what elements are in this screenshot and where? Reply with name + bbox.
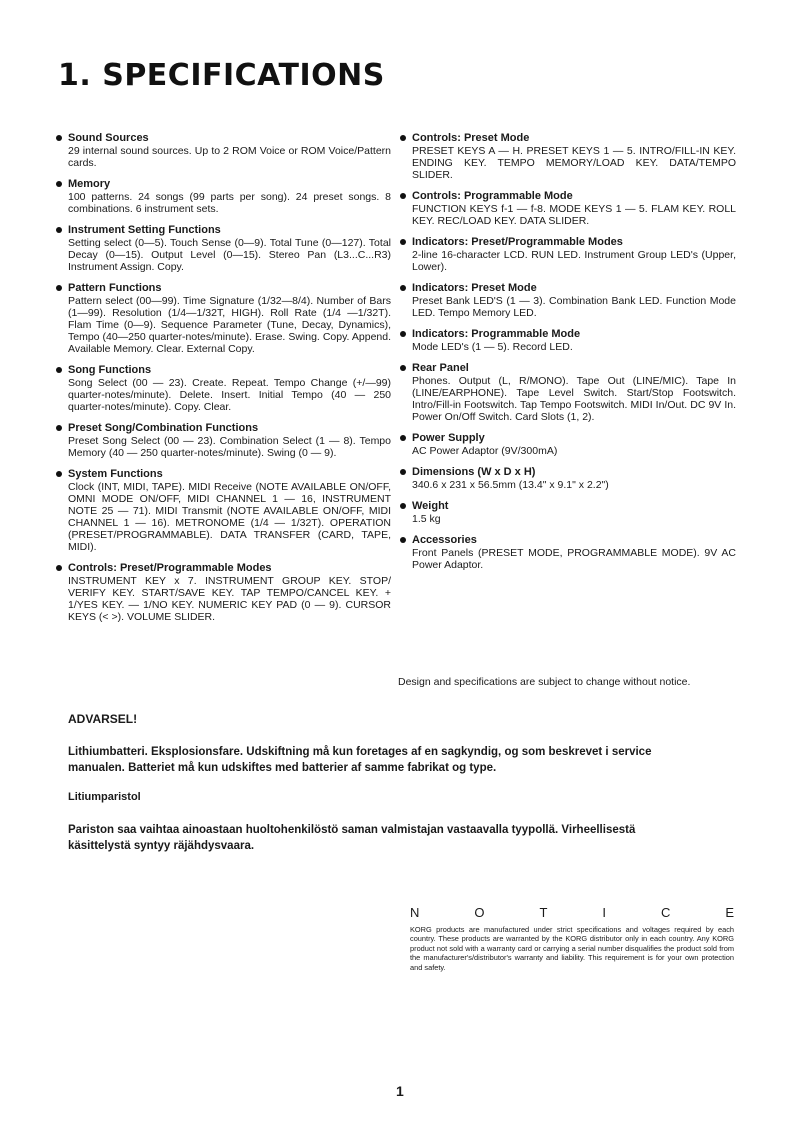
spec-dimensions xyxy=(400,466,736,491)
warning-text-finnish: Pariston saa vaihtaa ainoastaan huoltohenkilöstö saman valmistajan vastaavalla tyypollä. Virheellisestä käsittelystä syntyy räjähdysvaara. xyxy=(68,824,636,852)
spec-indicators-preset xyxy=(400,282,736,319)
bullet-icon xyxy=(400,285,406,291)
bullet-icon xyxy=(56,425,62,431)
spec-pattern-functions xyxy=(56,282,391,355)
bullet-icon xyxy=(400,503,406,509)
spec-text: Setting select (0—5). Touch Sense (0—9). Total Tune (0—127). Total Decay (0—15). Output Level (0—15). Stereo Pan (L3...C...R3) Instrument Assign. Copy. xyxy=(68,237,391,273)
bullet-icon xyxy=(56,181,62,187)
spec-song-functions xyxy=(56,364,391,413)
spec-power-supply xyxy=(400,432,736,457)
bullet-icon xyxy=(56,367,62,373)
spec-instrument-setting xyxy=(56,224,391,273)
spec-title: System Functions xyxy=(68,468,163,480)
spec-title: Instrument Setting Functions xyxy=(68,224,221,236)
spec-title: Power Supply xyxy=(412,432,485,444)
notice-letter: C xyxy=(660,905,671,920)
spec-memory xyxy=(56,178,391,215)
notice-letter: I xyxy=(602,905,606,920)
battery-warning xyxy=(68,712,668,869)
spec-sound-sources xyxy=(56,132,391,169)
spec-indicators-preset-programmable xyxy=(400,236,736,273)
spec-rear-panel xyxy=(400,362,736,423)
spec-text: PRESET KEYS A — H. PRESET KEYS 1 — 5. INTRO/FILL-IN KEY. ENDING KEY. TEMPO MEMORY/LOAD KEY. DATA/TEMPO SLIDER. xyxy=(412,145,736,181)
spec-text: 340.6 x 231 x 56.5mm (13.4" x 9.1" x 2.2") xyxy=(412,479,609,491)
spec-weight xyxy=(400,500,736,525)
bullet-icon xyxy=(56,135,62,141)
notice-text: KORG products are manufactured under strict specifications and voltages required by each country. These products are warranted by the KORG distributor only in each country. Any KORG product not sold with a warranty card or carrying a serial number disqualifies the product sold from the manufacturer's/distributor's warranty and liability. This requirement is for your own protection and safety. xyxy=(410,925,734,972)
warning-subheading: Litiumparistol xyxy=(68,791,141,803)
bullet-icon xyxy=(400,135,406,141)
spec-text: Phones. Output (L, R/MONO). Tape Out (LINE/MIC). Tape In (LINE/EARPHONE). Tape Level Switch. Start/Stop Footswitch. Intro/Fill-in Footswitch. Tap Tempo Footswitch. MIDI In/Out. DC 9V In. Power On/Off Switch. Card Slots (1, 2). xyxy=(412,375,736,423)
spec-title: Weight xyxy=(412,500,449,512)
bullet-icon xyxy=(56,471,62,477)
spec-title: Pattern Functions xyxy=(68,282,162,294)
spec-text: Clock (INT, MIDI, TAPE). MIDI Receive (NOTE AVAILABLE ON/OFF, OMNI MODE ON/OFF, MIDI CHANNEL 1 — 16, INSTRUMENT NOTE 25 — 71). MIDI Transmit (NOTE AVAILABLE ON/OFF, MIDI CHANNEL 1 — 16). METRONOME (1/4 — 1/32T). OPERATION (PRESET/PROGRAMMABLE). DATA TRANSFER (CARD, TAPE, MIDI). xyxy=(68,481,391,553)
page-title: 1. SPECIFICATIONS xyxy=(58,58,385,93)
spec-title: Accessories xyxy=(412,534,477,546)
notice-letter: T xyxy=(539,905,548,920)
spec-title: Preset Song/Combination Functions xyxy=(68,422,259,434)
bullet-icon xyxy=(400,239,406,245)
spec-text: 100 patterns. 24 songs (99 parts per song). 24 preset songs. 8 combinations. 6 instrument sets. xyxy=(68,191,391,215)
page-number: 1 xyxy=(396,1083,404,1099)
notice-heading xyxy=(410,905,734,920)
spec-title: Rear Panel xyxy=(412,362,469,374)
spec-title: Dimensions (W x D x H) xyxy=(412,466,536,478)
bullet-icon xyxy=(56,227,62,233)
spec-title: Song Functions xyxy=(68,364,152,376)
spec-title: Controls: Preset Mode xyxy=(412,132,530,144)
spec-accessories xyxy=(400,534,736,571)
bullet-icon xyxy=(400,435,406,441)
bullet-icon xyxy=(56,285,62,291)
spec-text: FUNCTION KEYS f-1 — f-8. MODE KEYS 1 — 5. FLAM KEY. ROLL KEY. REC/LOAD KEY. DATA SLIDER. xyxy=(412,203,736,227)
notice-letter: O xyxy=(474,905,485,920)
spec-title: Indicators: Preset Mode xyxy=(412,282,537,294)
spec-title: Indicators: Preset/Programmable Modes xyxy=(412,236,623,248)
spec-text: AC Power Adaptor (9V/300mA) xyxy=(412,445,558,457)
spec-system-functions xyxy=(56,468,391,553)
specs-left-column xyxy=(56,132,391,632)
spec-title: Controls: Programmable Mode xyxy=(412,190,573,202)
bullet-icon xyxy=(400,331,406,337)
spec-title: Memory xyxy=(68,178,111,190)
bullet-icon xyxy=(400,193,406,199)
spec-text: 1.5 kg xyxy=(412,513,441,525)
spec-text: Mode LED's (1 — 5). Record LED. xyxy=(412,341,573,353)
spec-title: Sound Sources xyxy=(68,132,149,144)
notice-letter: E xyxy=(725,905,734,920)
spec-indicators-programmable xyxy=(400,328,736,353)
spec-text: 2-line 16-character LCD. RUN LED. Instrument Group LED's (Upper, Lower). xyxy=(412,249,736,273)
disclaimer-text: Design and specifications are subject to change without notice. xyxy=(398,676,691,688)
spec-preset-song-combination xyxy=(56,422,391,459)
bullet-icon xyxy=(400,469,406,475)
bullet-icon xyxy=(400,365,406,371)
spec-title: Indicators: Programmable Mode xyxy=(412,328,581,340)
spec-text: 29 internal sound sources. Up to 2 ROM Voice or ROM Voice/Pattern cards. xyxy=(68,145,391,169)
notice-letter: N xyxy=(410,905,420,920)
bullet-icon xyxy=(400,537,406,543)
specs-right-column xyxy=(400,132,736,580)
spec-controls-preset-programmable xyxy=(56,562,391,623)
spec-controls-preset xyxy=(400,132,736,181)
spec-text: Preset Bank LED'S (1 — 3). Combination Bank LED. Function Mode LED. Tempo Memory LED. xyxy=(412,295,736,319)
spec-text: Song Select (00 — 23). Create. Repeat. Tempo Change (+/—99) quarter-notes/minute). Delete. Insert. Initial Tempo (40 — 250 quarter-notes/minute). Copy. Clear. xyxy=(68,377,391,413)
spec-text: Front Panels (PRESET MODE, PROGRAMMABLE MODE). 9V AC Power Adaptor. xyxy=(412,547,736,571)
spec-text: Preset Song Select (00 — 23). Combination Select (1 — 8). Tempo Memory (40 — 250 quarter-notes/minute). Swing (0 — 9). xyxy=(68,435,391,459)
notice-box xyxy=(410,905,734,972)
spec-text: Pattern select (00—99). Time Signature (1/32—8/4). Number of Bars (1—99). Resolution (1/4—1/32T, HIGH). Roll Rate (1/4 —1/32T). Flam Time (0—9). Sequence Parameter (Tune, Decay, Dynamics), Tempo (40—250 quarter-notes/minute). Erase. Swing. Copy. Append. Available Memory. Clear. External Copy. xyxy=(68,295,391,355)
spec-title: Controls: Preset/Programmable Modes xyxy=(68,562,272,574)
bullet-icon xyxy=(56,565,62,571)
warning-text-danish: Lithiumbatteri. Eksplosionsfare. Udskiftning må kun foretages af en sagkyndig, og som beskrevet i service manualen. Batteriet må kun udskiftes med batterier af samme fabrikat og type. xyxy=(68,746,652,774)
spec-text: INSTRUMENT KEY x 7. INSTRUMENT GROUP KEY. STOP/ VERIFY KEY. START/SAVE KEY. TAP TEMPO/CANCEL KEY. + 1/YES KEY. — 1/NO KEY. NUMERIC KEY PAD (0 — 9). CURSOR KEYS (< >). VOLUME SLIDER. xyxy=(68,575,391,623)
warning-heading: ADVARSEL! xyxy=(68,712,138,726)
spec-controls-programmable xyxy=(400,190,736,227)
